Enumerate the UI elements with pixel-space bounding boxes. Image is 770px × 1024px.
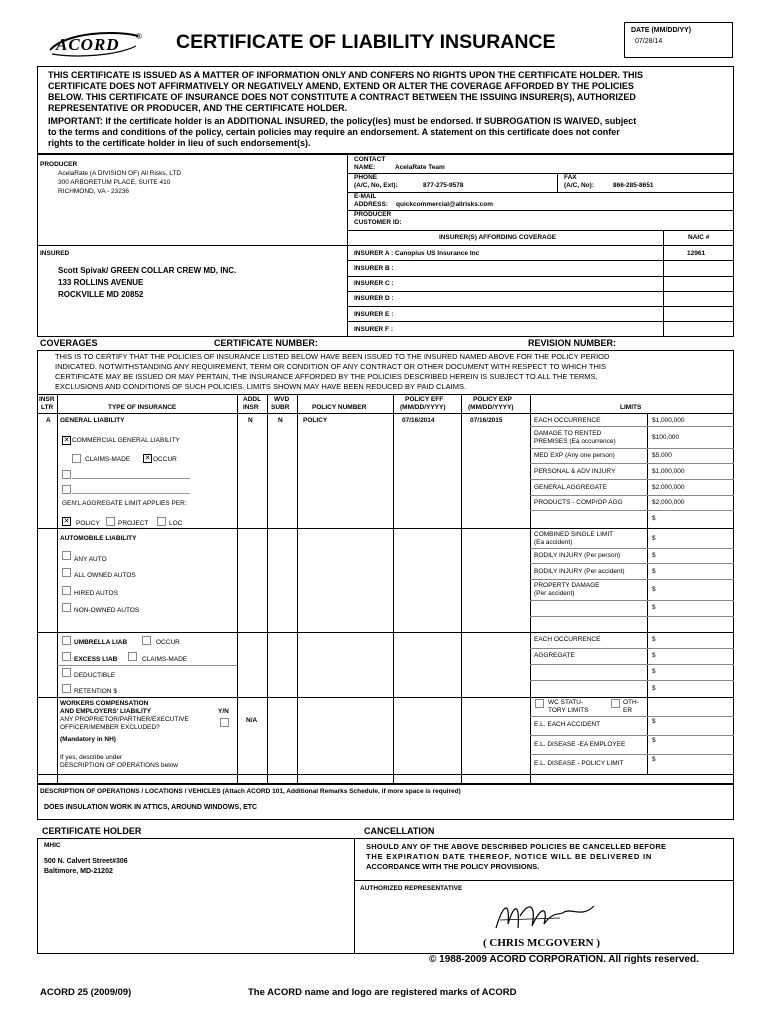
non-owned-autos-checkbox[interactable] bbox=[62, 603, 71, 612]
project-label: PROJECT bbox=[118, 520, 149, 527]
retention-checkbox[interactable] bbox=[62, 684, 71, 693]
gen-agg-applies-label: GEN'L AGGREGATE LIMIT APPLIES PER: bbox=[62, 500, 187, 507]
gl-limit-products-label: PRODUCTS - COMP/OP AGG bbox=[534, 499, 623, 506]
wc-title-1: WORKERS COMPENSATION bbox=[60, 700, 149, 707]
important-line-1: IMPORTANT: If the certificate holder is an ADDITIONAL INSURED, the policy(ies) must be endorsed. If SUBROGATION IS WAIVED, subject bbox=[48, 116, 637, 126]
insurers-affording-label: INSURER(S) AFFORDING COVERAGE bbox=[439, 234, 557, 241]
acord-logo-text: ACORD bbox=[56, 35, 120, 54]
page-title: CERTIFICATE OF LIABILITY INSURANCE bbox=[176, 31, 556, 53]
wc-proprietor-line: ANY PROPRIETOR/PARTNER/EXECUTIVE bbox=[60, 716, 189, 723]
contact-name-label: NAME: bbox=[354, 164, 376, 171]
auto-limit-bi-accident-label: BODILY INJURY (Per accident) bbox=[534, 568, 625, 575]
notice-line-1: THIS CERTIFICATE IS ISSUED AS A MATTER OF INFORMATION ONLY AND CONFERS NO RIGHTS UPON THE CERTIFICATE HOLDER. THIS bbox=[48, 70, 644, 80]
producer-line-1: AcelaRate (A DIVISION OF) All Risks, LTD bbox=[58, 170, 182, 177]
notice-line-3: BELOW. THIS CERTIFICATE OF INSURANCE DOES NOT CONSTITUTE A CONTRACT BETWEEN THE ISSUING INSURER(S), AUTHORIZED bbox=[48, 92, 636, 102]
policy-number-label: POLICY NUMBER bbox=[312, 404, 367, 411]
addl-label: ADDL bbox=[243, 396, 262, 403]
wc-other-checkbox[interactable] bbox=[611, 699, 620, 708]
claims-made-umb-checkbox[interactable] bbox=[128, 652, 137, 661]
auto-limit-pd-label: PROPERTY DAMAGE bbox=[534, 582, 600, 589]
claims-made-umb-label: CLAIMS-MADE bbox=[142, 656, 188, 663]
wc-statutory-checkbox[interactable] bbox=[535, 699, 544, 708]
occur-checkbox[interactable] bbox=[143, 454, 152, 463]
coverages-text-3: CERTIFICATE MAY BE ISSUED OR MAY PERTAIN, THE INSURANCE AFFORDED BY THE POLICIES DESCRIBED HEREIN IS SUBJECT TO ALL THE TERMS, bbox=[55, 372, 598, 381]
revision-number-label: REVISION NUMBER: bbox=[528, 338, 617, 348]
gl-limit-damage-rented-label: DAMAGE TO RENTED bbox=[534, 430, 602, 437]
insurer-b: INSURER B : bbox=[354, 265, 394, 272]
gl-limit-personal-adv-value: $1,000,000 bbox=[652, 468, 685, 475]
important-line-2: to the terms and conditions of the policy, certain policies may require an endorsement. A statement on this certificate does not confer bbox=[48, 127, 620, 137]
signature-icon bbox=[490, 898, 600, 934]
copyright-text: © 1988-2009 ACORD CORPORATION. All rights reserved. bbox=[429, 954, 699, 965]
email-address-label: ADDRESS: bbox=[354, 201, 388, 208]
gl-limit-each-occurrence-label: EACH OCCURRENCE bbox=[534, 417, 601, 424]
policy-exp-format: (MM/DD/YYYY) bbox=[468, 404, 514, 411]
coverages-label: COVERAGES bbox=[40, 338, 98, 348]
auto-limit-csl-label: COMBINED SINGLE LIMIT bbox=[534, 531, 614, 538]
umbrella-occur-label: OCCUR bbox=[156, 639, 180, 646]
occur-label: OCCUR bbox=[153, 456, 177, 463]
auto-limit-pd-value: $ bbox=[652, 586, 656, 593]
phone-value: 877-275-9578 bbox=[423, 182, 464, 189]
date-label: DATE (MM/DD/YY) bbox=[631, 27, 692, 34]
gl-addl-insr: N bbox=[248, 417, 253, 424]
date-value: 07/28/14 bbox=[635, 38, 663, 45]
umbrella-liab-checkbox[interactable] bbox=[62, 636, 71, 645]
auto-title: AUTOMOBILE LIABILITY bbox=[60, 535, 137, 542]
excess-liab-label: EXCESS LIAB bbox=[74, 656, 118, 663]
insr-label: INSR bbox=[39, 396, 55, 403]
loc-label: LOC bbox=[169, 520, 183, 527]
gl-limit-general-aggregate-value: $2,000,000 bbox=[652, 484, 685, 491]
contact-name-value: AcelaRate Team bbox=[395, 164, 445, 171]
wc-officer-line: OFFICER/MEMBER EXCLUDED? bbox=[60, 724, 160, 731]
any-auto-label: ANY AUTO bbox=[74, 556, 107, 563]
authorized-representative-label: AUTHORIZED REPRESENTATIVE bbox=[360, 885, 463, 892]
date-box bbox=[624, 22, 733, 58]
wc-limit-policy-label: E.L. DISEASE - POLICY LIMIT bbox=[534, 760, 624, 767]
producer-customer-id-label-2: CUSTOMER ID: bbox=[354, 219, 402, 226]
policy-exp-label: POLICY EXP bbox=[473, 396, 512, 403]
holder-line-3: Baltimore, MD-21202 bbox=[44, 868, 113, 875]
retention-label: RETENTION $ bbox=[74, 688, 117, 695]
non-owned-autos-label: NON-OWNED AUTOS bbox=[74, 607, 140, 614]
wc-describe-line: DESCRIPTION OF OPERATIONS below bbox=[60, 762, 178, 769]
deductible-label: DEDUCTIBLE bbox=[74, 672, 116, 679]
policy-eff-format: (MM/DD/YYYY) bbox=[400, 404, 446, 411]
umb-limit-aggregate-label: AGGREGATE bbox=[534, 652, 575, 659]
commercial-general-liability-checkbox[interactable] bbox=[62, 436, 71, 445]
producer-line-3: RICHMOND, VA - 23236 bbox=[58, 188, 130, 195]
umbrella-liab-label: UMBRELLA LIAB bbox=[74, 639, 128, 646]
cancellation-line-2: THE EXPIRATION DATE THEREOF, NOTICE WILL BE DELIVERED IN bbox=[366, 852, 653, 861]
gl-limit-med-exp-value: $5,000 bbox=[652, 452, 672, 459]
hired-autos-checkbox[interactable] bbox=[62, 586, 71, 595]
certificate-number-label: CERTIFICATE NUMBER: bbox=[214, 338, 318, 348]
policy-label: POLICY bbox=[76, 520, 100, 527]
description-text: DOES INSULATION WORK IN ATTICS, AROUND WINDOWS, ETC bbox=[44, 804, 258, 811]
gl-limit-general-aggregate-label: GENERAL AGGREGATE bbox=[534, 484, 607, 491]
fax-label: FAX bbox=[564, 174, 577, 181]
cancellation-line-3: ACCORDANCE WITH THE POLICY PROVISIONS. bbox=[366, 862, 540, 871]
insurer-a: INSURER A : Canopius US Insurance Inc bbox=[354, 250, 480, 257]
commercial-general-liability-label: COMMERCIAL GENERAL LIABILITY bbox=[72, 437, 180, 444]
wc-yn-label: Y/N bbox=[218, 708, 229, 715]
gl-limit-each-occurrence-value: $1,000,000 bbox=[652, 417, 685, 424]
notice-box bbox=[37, 66, 734, 154]
wc-limit-ea-employee-value: $ bbox=[652, 737, 656, 744]
insurer-f: INSURER F : bbox=[354, 326, 393, 333]
registered-mark-icon: ® bbox=[136, 32, 142, 41]
wc-title-2: AND EMPLOYERS' LIABILITY bbox=[60, 708, 152, 715]
wvd-subr-label: SUBR bbox=[271, 404, 290, 411]
ltr-label: LTR bbox=[41, 404, 54, 411]
auto-limit-csl-label-2: (Ea accident) bbox=[534, 539, 573, 546]
gl-limit-personal-adv-label: PERSONAL & ADV INJURY bbox=[534, 468, 616, 475]
type-of-insurance-label: TYPE OF INSURANCE bbox=[108, 404, 177, 411]
insurer-e: INSURER E : bbox=[354, 311, 394, 318]
excess-liab-checkbox[interactable] bbox=[62, 652, 71, 661]
policy-eff-label: POLICY EFF bbox=[405, 396, 444, 403]
loc-checkbox[interactable] bbox=[157, 517, 166, 526]
wc-excluded-checkbox[interactable] bbox=[220, 718, 229, 727]
gl-limit-damage-rented-label-2: PREMISES (Ea occurrence) bbox=[534, 438, 616, 445]
auto-limit-bi-person-value: $ bbox=[652, 552, 656, 559]
hired-autos-label: HIRED AUTOS bbox=[74, 590, 118, 597]
umb-limit-aggregate-value: $ bbox=[652, 652, 656, 659]
coverages-text-4: EXCLUSIONS AND CONDITIONS OF SUCH POLICIES. LIMITS SHOWN MAY HAVE BEEN REDUCED BY PAID CLAIMS. bbox=[55, 382, 467, 391]
gl-blank-checkbox-2[interactable] bbox=[62, 485, 71, 494]
wc-mandatory-nh: (Mandatory in NH) bbox=[60, 736, 116, 743]
deductible-checkbox[interactable] bbox=[62, 668, 71, 677]
contact-label: CONTACT bbox=[354, 156, 386, 163]
insurer-d: INSURER D : bbox=[354, 295, 394, 302]
phone-label: PHONE bbox=[354, 174, 378, 181]
gl-insurer-letter: A bbox=[46, 417, 51, 424]
wvd-label: WVD bbox=[274, 396, 290, 403]
certificate-holder-label: CERTIFICATE HOLDER bbox=[42, 826, 142, 836]
cancellation-line-1: SHOULD ANY OF THE ABOVE DESCRIBED POLICIES BE CANCELLED BEFORE bbox=[366, 842, 667, 851]
wc-if-yes-line: If yes, describe under bbox=[60, 754, 123, 761]
form-number: ACORD 25 (2009/09) bbox=[40, 987, 132, 998]
naic-label: NAIC # bbox=[688, 234, 710, 241]
wc-na: N/A bbox=[246, 717, 258, 724]
gl-limit-blank-value: $ bbox=[652, 515, 656, 522]
wc-statutory-label-2: TORY LIMITS bbox=[548, 707, 589, 714]
fax-sub-label: (A/C, No): bbox=[564, 182, 594, 189]
auto-limit-pd-label-2: (Per accident) bbox=[534, 590, 575, 597]
auto-limit-blank-value: $ bbox=[652, 604, 656, 611]
gl-limit-damage-rented-value: $100,000 bbox=[652, 434, 680, 441]
insurer-a-naic: 12961 bbox=[687, 250, 706, 257]
wc-other-label-2: ER bbox=[623, 707, 633, 714]
gl-title: GENERAL LIABILITY bbox=[60, 417, 125, 424]
phone-sub-label: (A/C, No, Ext): bbox=[354, 182, 398, 189]
limits-label: LIMITS bbox=[620, 404, 642, 411]
gl-limit-products-value: $2,000,000 bbox=[652, 499, 685, 506]
gl-policy-eff: 07/16/2014 bbox=[402, 417, 435, 424]
gl-blank-checkbox-1[interactable] bbox=[62, 470, 71, 479]
producer-customer-id-label-1: PRODUCER bbox=[354, 211, 392, 218]
gl-wvd-subr: N bbox=[278, 417, 283, 424]
insured-label: INSURED bbox=[40, 250, 70, 257]
auto-limit-bi-accident-value: $ bbox=[652, 568, 656, 575]
auto-limit-bi-person-label: BODILY INJURY (Per person) bbox=[534, 552, 621, 559]
wc-limit-each-accident-value: $ bbox=[652, 718, 656, 725]
claims-made-label: CLAIMS-MADE bbox=[85, 456, 131, 463]
acord-logo bbox=[46, 28, 146, 58]
representative-name: ( CHRIS MCGOVERN ) bbox=[483, 937, 601, 949]
holder-line-1: MHIC bbox=[44, 842, 61, 849]
holder-line-2: 500 N. Calvert Street#306 bbox=[44, 858, 128, 865]
addl-insr-label: INSR bbox=[243, 404, 259, 411]
coverages-text-2: INDICATED. NOTWITHSTANDING ANY REQUIREMENT, TERM OR CONDITION OF ANY CONTRACT OR OTHER DOCUMENT WITH RESPECT TO WHICH THIS bbox=[55, 362, 607, 371]
wc-limit-each-accident-label: E.L. EACH ACCIDENT bbox=[534, 721, 601, 728]
claims-made-checkbox[interactable] bbox=[72, 454, 81, 463]
policy-checkbox[interactable] bbox=[62, 517, 71, 526]
wc-other-label-1: OTH- bbox=[623, 699, 639, 706]
umb-limit-blank-value-1: $ bbox=[652, 668, 656, 675]
insurer-c: INSURER C : bbox=[354, 280, 394, 287]
umbrella-occur-checkbox[interactable] bbox=[142, 636, 151, 645]
wc-limit-policy-value: $ bbox=[652, 756, 656, 763]
umb-limit-blank-value-2: $ bbox=[652, 685, 656, 692]
auto-limit-csl-value: $ bbox=[652, 535, 656, 542]
gl-limit-med-exp-label: MED EXP (Any one person) bbox=[534, 452, 615, 459]
registered-marks-notice: The ACORD name and logo are registered marks of ACORD bbox=[248, 987, 517, 998]
description-label: DESCRIPTION OF OPERATIONS / LOCATIONS / VEHICLES (Attach ACORD 101, Additional Remarks Schedule, if more space is required) bbox=[40, 788, 461, 795]
all-owned-autos-checkbox[interactable] bbox=[62, 568, 71, 577]
umb-limit-each-occurrence-label: EACH OCCURRENCE bbox=[534, 636, 601, 643]
producer-line-2: 300 ARBORETUM PLACE, SUITE 410 bbox=[58, 179, 171, 186]
email-label: E-MAIL bbox=[354, 193, 377, 200]
wc-statutory-label-1: WC STATU- bbox=[548, 699, 584, 706]
notice-line-4: REPRESENTATIVE OR PRODUCER, AND THE CERTIFICATE HOLDER. bbox=[48, 103, 348, 113]
fax-value: 866-285-8651 bbox=[613, 182, 654, 189]
all-owned-autos-label: ALL OWNED AUTOS bbox=[74, 572, 136, 579]
gl-policy-exp: 07/16/2015 bbox=[470, 417, 503, 424]
coverages-text-1: THIS IS TO CERTIFY THAT THE POLICIES OF INSURANCE LISTED BELOW HAVE BEEN ISSUED TO THE INSURED NAMED ABOVE FOR THE POLICY PERIOD bbox=[55, 352, 610, 361]
notice-line-2: CERTIFICATE DOES NOT AFFIRMATIVELY OR NEGATIVELY AMEND, EXTEND OR ALTER THE COVERAGE AFFORDED BY THE POLICIES bbox=[48, 81, 634, 91]
umb-limit-each-occurrence-value: $ bbox=[652, 636, 656, 643]
gl-policy-number: POLICY bbox=[303, 417, 328, 424]
insured-line-1: Scott Spivak/ GREEN COLLAR CREW MD, INC. bbox=[58, 266, 237, 275]
any-auto-checkbox[interactable] bbox=[62, 551, 71, 560]
cancellation-label: CANCELLATION bbox=[364, 826, 435, 836]
project-checkbox[interactable] bbox=[106, 517, 115, 526]
wc-limit-ea-employee-label: E.L. DISEASE -EA EMPLOYEE bbox=[534, 741, 626, 748]
email-value: quickcommercial@allrisks.com bbox=[396, 201, 494, 208]
insured-line-2: 133 ROLLINS AVENUE bbox=[58, 278, 144, 287]
insured-line-3: ROCKVILLE MD 20852 bbox=[58, 290, 144, 299]
important-line-3: rights to the certificate holder in lieu of such endorsement(s). bbox=[48, 138, 311, 148]
producer-label: PRODUCER bbox=[40, 161, 78, 168]
